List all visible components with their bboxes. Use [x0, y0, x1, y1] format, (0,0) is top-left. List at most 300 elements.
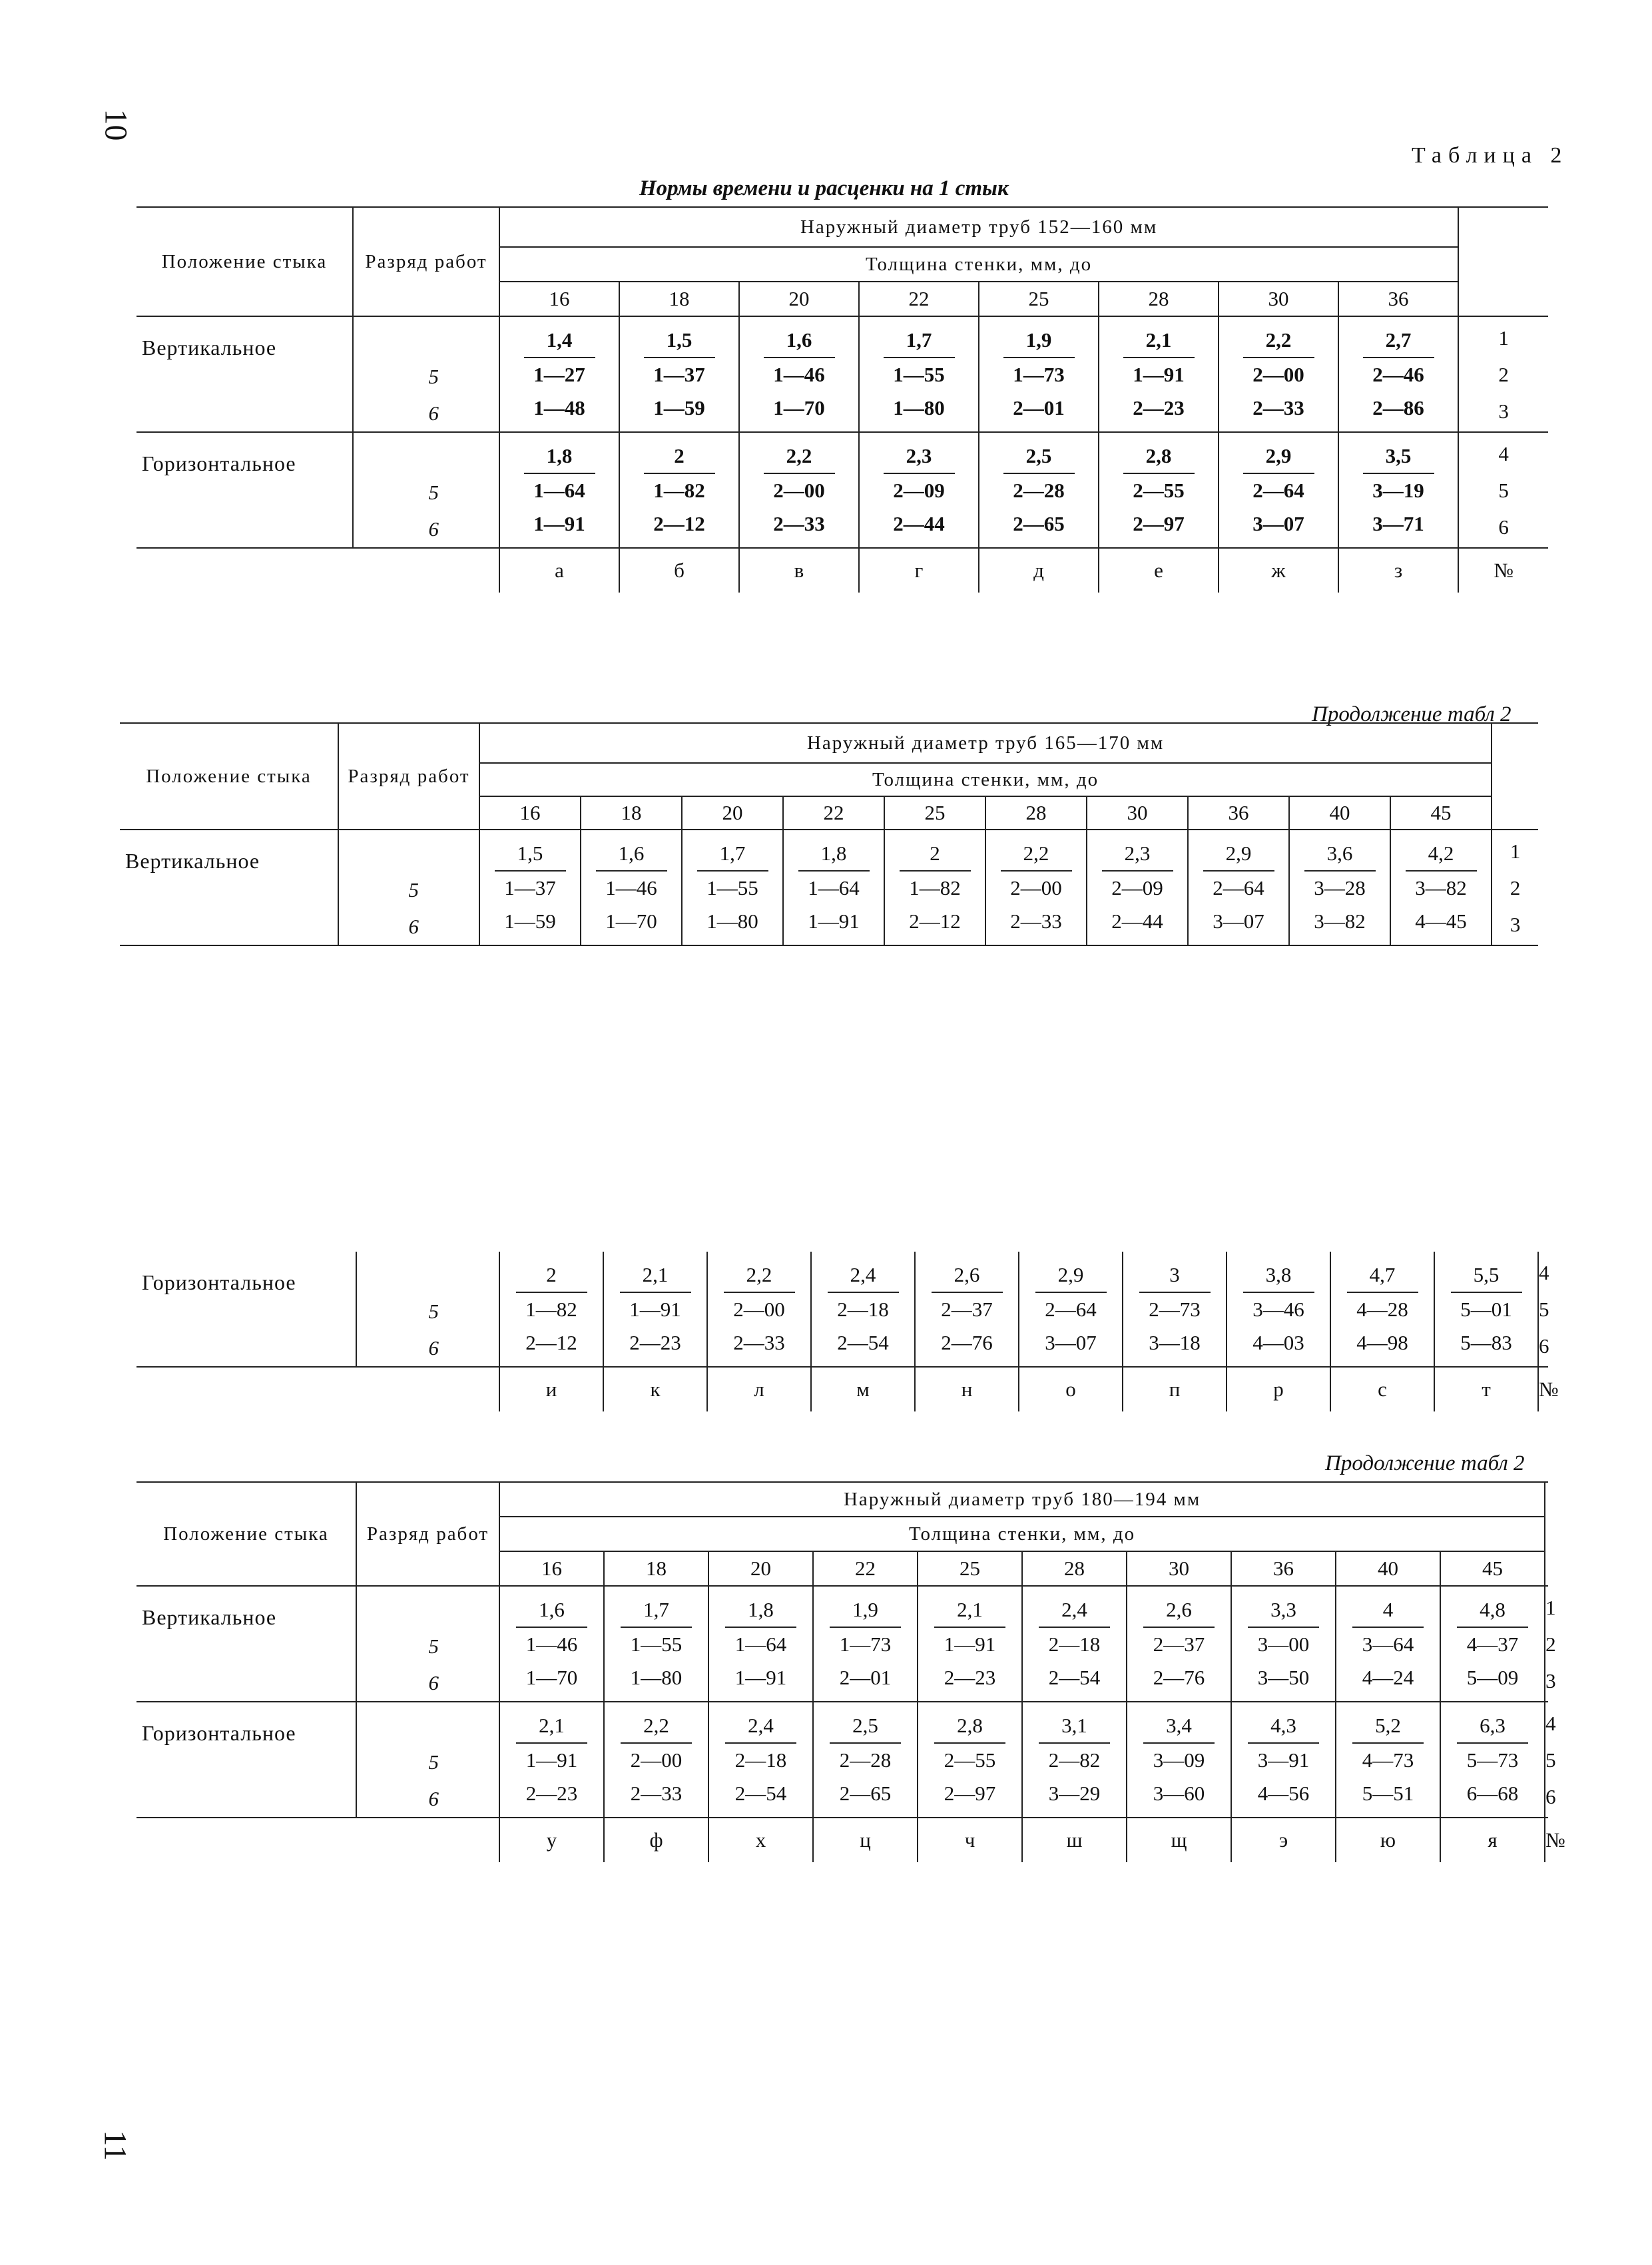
- time-norm-value: 1,5: [495, 837, 566, 872]
- rate-rank-5: 2—82: [1048, 1748, 1101, 1772]
- time-norm: [740, 324, 858, 358]
- time-norm-value: 2,8: [934, 1709, 1005, 1744]
- rate-rank-6: 2—54: [837, 1331, 889, 1354]
- norm-cell: [979, 432, 1099, 548]
- number-header: №: [1458, 548, 1548, 593]
- norm-cell: [682, 830, 783, 945]
- rank-5: 5: [428, 365, 439, 388]
- rate-rank-5: 3—46: [1252, 1298, 1304, 1321]
- rate-rank-6: 1—91: [533, 512, 585, 535]
- time-norm: [480, 837, 580, 872]
- index-blank-2: [353, 548, 499, 593]
- time-norm-value: 1,4: [524, 324, 595, 358]
- rate-rank-6: 1—80: [893, 396, 945, 419]
- norm-cell: [1440, 1586, 1545, 1702]
- time-norm-value: 2,2: [621, 1709, 692, 1744]
- rate-rank-5: 1—64: [734, 1633, 787, 1656]
- time-norm-value: 2,1: [1123, 324, 1195, 358]
- index-row: [137, 548, 1548, 593]
- norm-cell: [739, 316, 859, 432]
- time-norm-value: 1,9: [1003, 324, 1075, 358]
- time-norm-value: 2,8: [1123, 439, 1195, 474]
- rate-rank-5: 2—37: [941, 1298, 993, 1321]
- header-blank: [1458, 207, 1548, 316]
- time-norm: [1227, 1258, 1330, 1293]
- column-index: д: [979, 548, 1099, 593]
- rank-cell: [356, 1586, 499, 1702]
- norm-cell: [1087, 830, 1188, 945]
- row-number: 2: [1498, 362, 1509, 386]
- time-norm: [709, 1593, 812, 1628]
- thickness-8: 40: [1336, 1551, 1440, 1586]
- rate-rank-6: 3—60: [1153, 1782, 1205, 1805]
- norm-cell: [1019, 1252, 1123, 1367]
- rate-rank-5: 4—73: [1362, 1748, 1414, 1772]
- time-norm-value: 2,4: [725, 1709, 796, 1744]
- time-norm: [918, 1709, 1021, 1744]
- time-norm-value: 1,6: [516, 1593, 587, 1628]
- time-norm-value: 2,9: [1203, 837, 1274, 872]
- rate-rank-6: 2—44: [893, 512, 945, 535]
- header-position: Положение стыка: [137, 207, 353, 316]
- header-thickness: Толщина стенки, мм, до: [499, 1517, 1545, 1551]
- rate-rank-6: 1—48: [533, 396, 585, 419]
- row-number: 5: [1498, 478, 1509, 502]
- time-norm-value: 4,8: [1457, 1593, 1528, 1628]
- column-index: о: [1019, 1367, 1123, 1411]
- norm-cell: [1022, 1702, 1127, 1818]
- time-norm-value: 1,7: [697, 837, 768, 872]
- column-index: с: [1330, 1367, 1434, 1411]
- norm-cell: [1227, 1252, 1330, 1367]
- row-number: 6: [1539, 1334, 1549, 1358]
- rate-rank-6: 3—18: [1149, 1331, 1201, 1354]
- row-label: Горизонтальное: [137, 432, 353, 548]
- time-norm: [581, 837, 681, 872]
- rate-rank-5: 2—00: [630, 1748, 683, 1772]
- rate-rank-6: 2—12: [525, 1331, 577, 1354]
- time-norm: [1336, 1709, 1440, 1744]
- time-norm: [1127, 1709, 1231, 1744]
- rate-rank-5: 1—37: [504, 876, 556, 899]
- rate-rank-6: 2—33: [1010, 909, 1062, 933]
- column-index: у: [499, 1818, 604, 1862]
- thickness-7: 36: [1231, 1551, 1336, 1586]
- norm-cell: [739, 432, 859, 548]
- norm-cell: [1231, 1586, 1336, 1702]
- time-norm: [709, 1709, 812, 1744]
- time-norm-value: 2,3: [1102, 837, 1173, 872]
- time-norm: [604, 1258, 706, 1293]
- rate-rank-6: 4—24: [1362, 1666, 1414, 1689]
- thickness-0: 16: [499, 282, 619, 316]
- time-norm: [1232, 1709, 1335, 1744]
- rate-rank-5: 2—55: [1133, 479, 1185, 502]
- thickness-3: 22: [783, 796, 884, 830]
- column-index: т: [1434, 1367, 1538, 1411]
- rate-rank-5: 2—18: [1048, 1633, 1101, 1656]
- norm-cell: [1336, 1586, 1440, 1702]
- rate-rank-5: 1—37: [653, 363, 705, 386]
- thickness-3: 22: [859, 282, 979, 316]
- thickness-2: 20: [708, 1551, 813, 1586]
- row-label: Горизонтальное: [137, 1252, 356, 1367]
- norm-cell: [1188, 830, 1289, 945]
- norm-cell: [619, 316, 739, 432]
- row-numbers: [1545, 1586, 1556, 1702]
- time-norm-value: 2,1: [934, 1593, 1005, 1628]
- rate-rank-5: 2—09: [1111, 876, 1163, 899]
- time-norm: [500, 1258, 603, 1293]
- time-norm: [1099, 324, 1218, 358]
- column-index: я: [1440, 1818, 1545, 1862]
- norms-table-165-170: [120, 722, 1538, 946]
- row-number: 5: [1545, 1748, 1556, 1772]
- time-norm: [500, 439, 619, 474]
- rate-rank-6: 2—12: [653, 512, 705, 535]
- time-norm-value: 5,2: [1352, 1709, 1424, 1744]
- rate-rank-6: 2—54: [734, 1782, 787, 1805]
- time-norm: [814, 1709, 917, 1744]
- rank-5: 5: [428, 1750, 439, 1774]
- rate-rank-6: 3—82: [1314, 909, 1366, 933]
- rate-rank-5: 2—64: [1213, 876, 1264, 899]
- norm-cell: [499, 432, 619, 548]
- rank-5: 5: [428, 1635, 439, 1658]
- time-norm: [500, 1709, 603, 1744]
- rate-rank-5: 2—28: [839, 1748, 892, 1772]
- rate-rank-5: 2—00: [1010, 876, 1062, 899]
- number-header: №: [1538, 1367, 1548, 1411]
- rate-rank-6: 2—97: [944, 1782, 996, 1805]
- rate-rank-5: 2—00: [773, 479, 825, 502]
- norm-cell: [707, 1252, 811, 1367]
- column-index: ш: [1022, 1818, 1127, 1862]
- thickness-8: 40: [1289, 796, 1390, 830]
- rate-rank-6: 3—07: [1213, 909, 1264, 933]
- norm-cell: [985, 830, 1087, 945]
- rate-rank-5: 1—55: [630, 1633, 683, 1656]
- thickness-7: 36: [1338, 282, 1458, 316]
- time-norm-value: 2,9: [1035, 1258, 1107, 1293]
- norm-cell: [499, 316, 619, 432]
- rate-rank-5: 2—37: [1153, 1633, 1205, 1656]
- rate-rank-6: 3—07: [1045, 1331, 1097, 1354]
- thickness-1: 18: [604, 1551, 708, 1586]
- norm-cell: [1099, 432, 1219, 548]
- rank-5: 5: [428, 1300, 439, 1323]
- norm-cell: [499, 1252, 603, 1367]
- time-norm: [605, 1709, 708, 1744]
- rate-rank-5: 5—01: [1460, 1298, 1512, 1321]
- rate-rank-6: 5—09: [1466, 1666, 1519, 1689]
- time-norm: [1123, 1258, 1226, 1293]
- rate-rank-5: 2—55: [944, 1748, 996, 1772]
- rate-rank-6: 2—01: [1013, 396, 1065, 419]
- norm-cell: [604, 1586, 708, 1702]
- continuation-label-2: Продолжение табл 2: [1325, 1451, 1525, 1475]
- column-index: х: [708, 1818, 813, 1862]
- rank-cell: [353, 432, 499, 548]
- rank-6: 6: [428, 517, 439, 541]
- rate-rank-6: 3—29: [1048, 1782, 1101, 1805]
- column-index: а: [499, 548, 619, 593]
- time-norm-value: 2: [900, 837, 971, 872]
- time-norm: [1099, 439, 1218, 474]
- norm-cell: [1099, 316, 1219, 432]
- time-norm-value: 3,1: [1039, 1709, 1110, 1744]
- rate-rank-5: 3—91: [1257, 1748, 1310, 1772]
- column-index: ч: [918, 1818, 1022, 1862]
- rate-rank-6: 1—70: [525, 1666, 578, 1689]
- norms-table-180-194: [137, 1481, 1565, 1862]
- column-index: н: [915, 1367, 1019, 1411]
- rate-rank-6: 2—23: [944, 1666, 996, 1689]
- column-index: щ: [1127, 1818, 1231, 1862]
- rate-rank-5: 3—64: [1362, 1633, 1414, 1656]
- rate-rank-5: 1—55: [893, 363, 945, 386]
- continuation-label-1: Продолжение табл 2: [1312, 702, 1512, 726]
- row-label: Вертикальное: [137, 1586, 356, 1702]
- rate-rank-5: 1—91: [944, 1633, 996, 1656]
- index-blank-1: [137, 548, 353, 593]
- header-rank: Разряд работ: [356, 1482, 499, 1586]
- row-number: 3: [1545, 1668, 1556, 1692]
- time-norm-value: 4,3: [1248, 1709, 1319, 1744]
- time-norm: [1219, 324, 1338, 358]
- time-norm: [1023, 1593, 1126, 1628]
- column-index: э: [1231, 1818, 1336, 1862]
- norm-cell: [1434, 1252, 1538, 1367]
- header-position: Положение стыка: [120, 723, 338, 830]
- norm-cell: [1231, 1702, 1336, 1818]
- time-norm: [979, 324, 1098, 358]
- time-norm: [860, 324, 978, 358]
- time-norm-value: 6,3: [1457, 1709, 1528, 1744]
- time-norm-value: 2,1: [620, 1258, 691, 1293]
- rate-rank-5: 1—91: [1133, 363, 1185, 386]
- rate-rank-6: 4—03: [1252, 1331, 1304, 1354]
- thickness-5: 28: [1099, 282, 1219, 316]
- rate-rank-6: 2—23: [1133, 396, 1185, 419]
- thickness-9: 45: [1390, 796, 1492, 830]
- time-norm-value: 2,4: [1039, 1593, 1110, 1628]
- time-norm: [620, 324, 738, 358]
- row-numbers: [1492, 830, 1538, 945]
- norm-cell: [1338, 432, 1458, 548]
- page-number-top: 10: [98, 109, 134, 141]
- time-norm: [1219, 439, 1338, 474]
- rate-rank-5: 1—82: [909, 876, 961, 899]
- rate-rank-6: 1—70: [605, 909, 657, 933]
- table-label: Таблица 2: [1412, 143, 1569, 168]
- rate-rank-5: 3—19: [1372, 479, 1424, 502]
- time-norm-value: 2,6: [932, 1258, 1003, 1293]
- column-index: б: [619, 548, 739, 593]
- norm-cell: [1123, 1252, 1227, 1367]
- index-row: [137, 1818, 1548, 1862]
- time-norm-value: 3,6: [1304, 837, 1376, 872]
- rank-cell: [338, 830, 479, 945]
- norm-cell: [619, 432, 739, 548]
- rate-rank-6: 4—45: [1415, 909, 1467, 933]
- time-norm: [1232, 1593, 1335, 1628]
- rate-rank-5: 2—28: [1013, 479, 1065, 502]
- time-norm: [1391, 837, 1491, 872]
- rate-rank-5: 2—09: [893, 479, 945, 502]
- norm-cell: [479, 830, 581, 945]
- time-norm: [1087, 837, 1187, 872]
- time-norm: [500, 1593, 603, 1628]
- column-index: и: [499, 1367, 603, 1411]
- rate-rank-6: 2—76: [1153, 1666, 1205, 1689]
- time-norm: [740, 439, 858, 474]
- rate-rank-5: 3—28: [1314, 876, 1366, 899]
- thickness-3: 22: [813, 1551, 918, 1586]
- time-norm: [1441, 1709, 1544, 1744]
- time-norm: [1189, 837, 1288, 872]
- time-norm: [814, 1593, 917, 1628]
- header-thickness: Толщина стенки, мм, до: [479, 763, 1492, 796]
- rate-rank-5: 1—73: [839, 1633, 892, 1656]
- time-norm-value: 1,8: [524, 439, 595, 474]
- time-norm-value: 2,7: [1363, 324, 1434, 358]
- rate-rank-5: 4—28: [1356, 1298, 1408, 1321]
- header-thickness: Толщина стенки, мм, до: [499, 247, 1458, 282]
- rank-cell: [356, 1702, 499, 1818]
- time-norm: [1336, 1593, 1440, 1628]
- time-norm: [979, 439, 1098, 474]
- horizontal-row: [137, 432, 1548, 548]
- rank-6: 6: [408, 915, 419, 938]
- header-diameter: Наружный диаметр труб 152—160 мм: [499, 207, 1458, 247]
- thickness-0: 16: [499, 1551, 604, 1586]
- row-number: 4: [1545, 1711, 1556, 1735]
- thickness-1: 18: [581, 796, 682, 830]
- rate-rank-6: 2—12: [909, 909, 961, 933]
- rate-rank-6: 2—76: [941, 1331, 993, 1354]
- rank-6: 6: [428, 1787, 439, 1810]
- rate-rank-5: 1—73: [1013, 363, 1065, 386]
- norms-table-152-160: [137, 206, 1548, 593]
- norm-cell: [1390, 830, 1492, 945]
- column-index: п: [1123, 1367, 1227, 1411]
- rate-rank-5: 1—55: [706, 876, 758, 899]
- number-header: №: [1545, 1818, 1548, 1862]
- time-norm-value: 3: [1139, 1258, 1211, 1293]
- rate-rank-6: 5—83: [1460, 1331, 1512, 1354]
- rate-rank-6: 2—33: [733, 1331, 785, 1354]
- rate-rank-6: 1—80: [706, 909, 758, 933]
- column-index: ю: [1336, 1818, 1440, 1862]
- time-norm: [986, 837, 1086, 872]
- time-norm: [1290, 837, 1390, 872]
- column-index: м: [811, 1367, 915, 1411]
- rank-5: 5: [408, 878, 419, 901]
- rate-rank-6: 2—65: [839, 1782, 892, 1805]
- row-number: 1: [1545, 1595, 1556, 1619]
- rate-rank-6: 2—23: [629, 1331, 681, 1354]
- header-blank: [1545, 1482, 1548, 1586]
- column-index: ж: [1219, 548, 1338, 593]
- norm-cell: [1219, 316, 1338, 432]
- time-norm: [500, 324, 619, 358]
- thickness-4: 25: [884, 796, 985, 830]
- rank-6: 6: [428, 1671, 439, 1694]
- time-norm-value: 4: [1352, 1593, 1424, 1628]
- time-norm-value: 2,6: [1143, 1593, 1215, 1628]
- index-blank-2: [356, 1818, 499, 1862]
- column-index: к: [603, 1367, 707, 1411]
- norm-cell: [811, 1252, 915, 1367]
- rate-rank-5: 5—73: [1466, 1748, 1519, 1772]
- time-norm-value: 1,8: [725, 1593, 796, 1628]
- norm-cell: [979, 316, 1099, 432]
- time-norm-value: 2,9: [1243, 439, 1314, 474]
- rate-rank-5: 2—18: [837, 1298, 889, 1321]
- norm-cell: [859, 432, 979, 548]
- rate-rank-6: 2—33: [773, 512, 825, 535]
- time-norm-value: 5,5: [1451, 1258, 1522, 1293]
- norm-cell: [1330, 1252, 1434, 1367]
- norm-cell: [1440, 1702, 1545, 1818]
- time-norm-value: 2: [516, 1258, 587, 1293]
- time-norm-value: 1,9: [830, 1593, 901, 1628]
- norm-cell: [1336, 1702, 1440, 1818]
- time-norm-value: 2,3: [884, 439, 955, 474]
- horizontal-row: [137, 1702, 1548, 1818]
- rate-rank-6: 2—33: [630, 1782, 683, 1805]
- thickness-5: 28: [985, 796, 1087, 830]
- rate-rank-6: 4—98: [1356, 1331, 1408, 1354]
- header-diameter: Наружный диаметр труб 165—170 мм: [479, 723, 1492, 763]
- rate-rank-6: 2—44: [1111, 909, 1163, 933]
- rate-rank-6: 2—23: [525, 1782, 578, 1805]
- row-number: 2: [1510, 876, 1521, 899]
- norm-cell: [499, 1702, 604, 1818]
- row-number: 5: [1539, 1297, 1549, 1321]
- rate-rank-6: 3—50: [1257, 1666, 1310, 1689]
- index-blank-2: [356, 1367, 499, 1411]
- row-label: Вертикальное: [120, 830, 338, 945]
- thickness-6: 30: [1087, 796, 1188, 830]
- norm-cell: [918, 1702, 1022, 1818]
- time-norm: [620, 439, 738, 474]
- rate-rank-5: 2—73: [1149, 1298, 1201, 1321]
- rate-rank-5: 1—46: [605, 876, 657, 899]
- norm-cell: [813, 1702, 918, 1818]
- row-number: 3: [1498, 399, 1509, 423]
- header-rank: Разряд работ: [353, 207, 499, 316]
- time-norm: [1441, 1593, 1544, 1628]
- time-norm-value: 1,7: [621, 1593, 692, 1628]
- time-norm-value: 3,3: [1248, 1593, 1319, 1628]
- norm-cell: [859, 316, 979, 432]
- time-norm: [885, 837, 985, 872]
- rank-cell: [356, 1252, 499, 1367]
- thickness-7: 36: [1188, 796, 1289, 830]
- rate-rank-6: 2—01: [839, 1666, 892, 1689]
- thickness-0: 16: [479, 796, 581, 830]
- row-number: 1: [1510, 839, 1521, 863]
- rate-rank-5: 1—82: [653, 479, 705, 502]
- rate-rank-5: 3—09: [1153, 1748, 1205, 1772]
- thickness-1: 18: [619, 282, 739, 316]
- norm-cell: [915, 1252, 1019, 1367]
- row-number: 1: [1498, 326, 1509, 350]
- row-number: 4: [1498, 441, 1509, 465]
- norm-cell: [1127, 1702, 1231, 1818]
